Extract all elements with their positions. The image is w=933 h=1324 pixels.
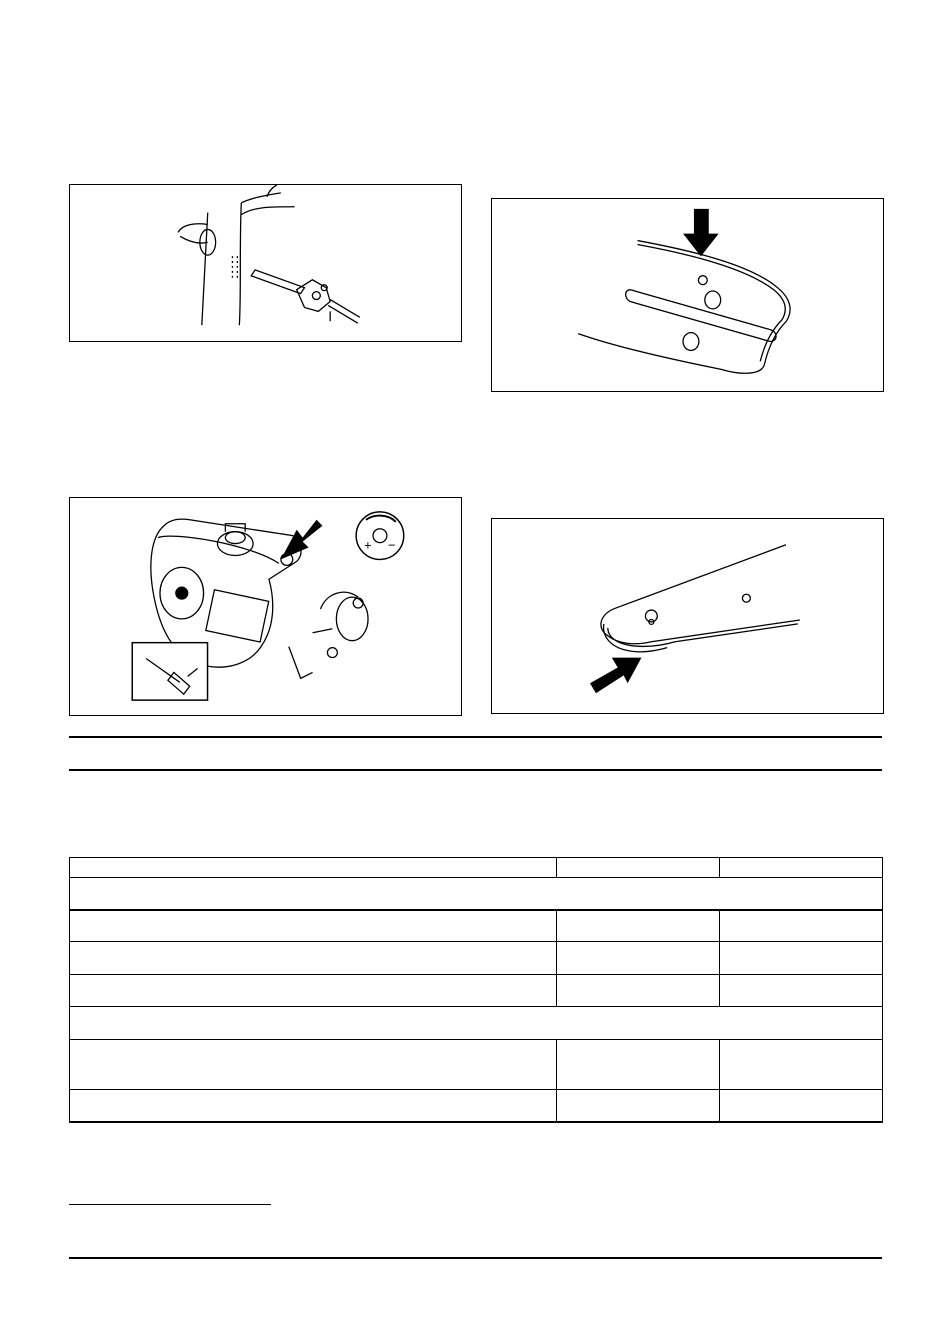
maintenance-table [69,857,883,1123]
table-cell [557,942,720,975]
pruning-cut-on-tree-illustration [70,185,461,341]
table-row [70,910,883,942]
table-header-row [70,858,883,878]
down-arrow-icon [683,209,719,257]
table-header-cell [557,858,720,878]
table-section-cell [70,1007,883,1040]
section-rule-top [69,736,882,738]
figure-guide-bar-oil-hole [491,198,884,392]
table-cell [720,942,883,975]
table-header-cell [720,858,883,878]
footnote-rule [69,1204,271,1205]
gear-head-grease-nipple-illustration [70,498,461,715]
table-cell [557,975,720,1007]
table-section-row [70,1007,883,1040]
table-row [70,1040,883,1090]
guide-bar-oil-hole-illustration [492,199,883,391]
table-cell [720,975,883,1007]
table-header-cell [70,858,557,878]
table-cell [720,910,883,942]
guide-bar-nose-illustration [492,519,883,713]
table-cell [557,910,720,942]
figure-guide-bar-nose [491,518,884,714]
table-section-row [70,878,883,910]
page-footer-rule [69,1257,882,1259]
svg-text:−: − [387,537,396,553]
table-section-cell [70,878,883,910]
table-cell [70,910,557,942]
table-cell [557,1040,720,1090]
table-cell [70,975,557,1007]
table-cell [720,1090,883,1122]
table-cell [557,1090,720,1122]
figure-gear-head-grease [69,497,462,716]
table-cell [70,1090,557,1122]
down-left-arrow-icon [281,520,323,560]
table-cell [70,942,557,975]
table-row [70,1090,883,1122]
table-cell [70,1040,557,1090]
table-cell [720,1040,883,1090]
rotation-direction-icon [356,512,404,560]
tool-inset [132,643,207,700]
figure-tree-pruning [69,184,462,342]
table-row [70,942,883,975]
svg-text:+: + [364,537,372,553]
table-row [70,975,883,1007]
section-rule-middle [69,769,882,771]
up-right-arrow-icon [590,658,641,694]
